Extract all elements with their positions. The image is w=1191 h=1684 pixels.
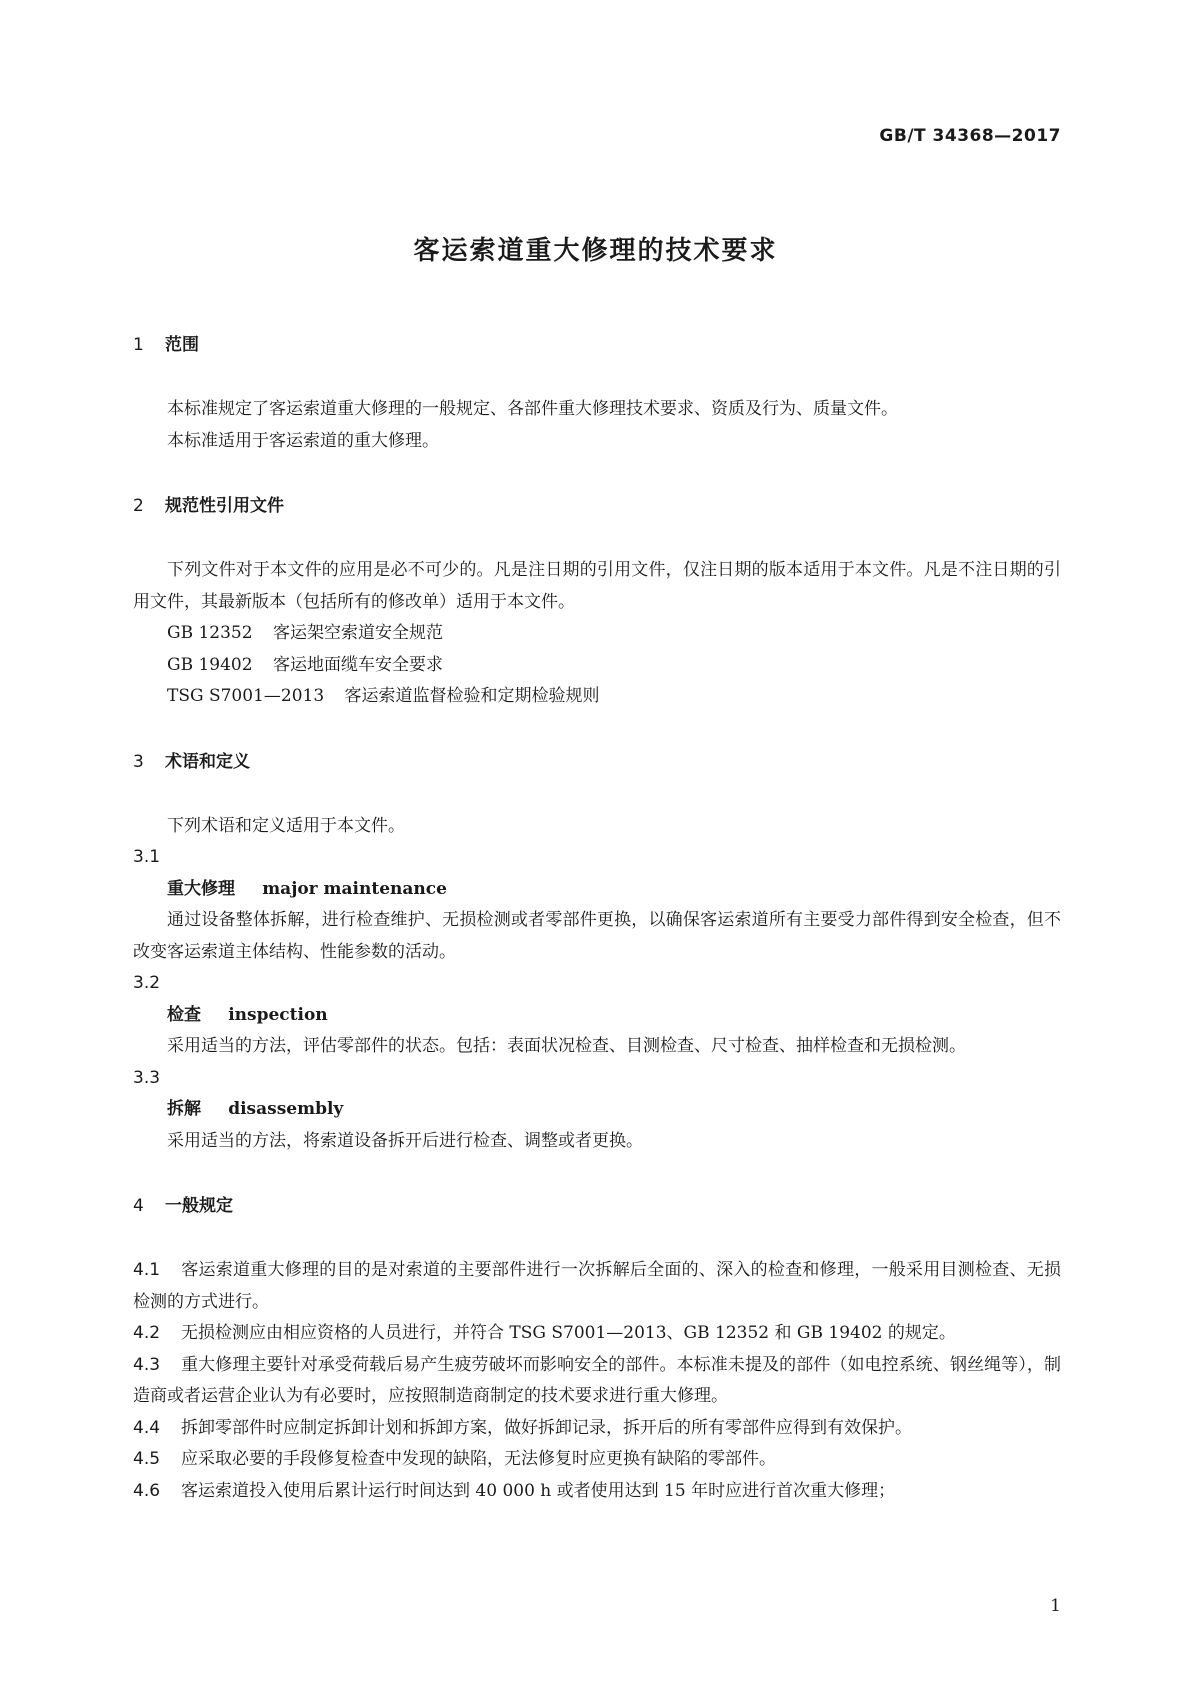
term-english: major maintenance — [262, 878, 447, 899]
reference-code: GB 19402 — [167, 654, 253, 675]
section-number: 1 — [133, 335, 144, 355]
clause-number: 4.1 — [133, 1260, 161, 1280]
clause-text: 无损检测应由相应资格的人员进行，并符合 TSG S7001—2013、GB 12352 和 GB 19402 的规定。 — [181, 1323, 956, 1343]
term-definition: 采用适当的方法，评估零部件的状态。包括：表面状况检查、目测检查、尺寸检查、抽样检查和无损检测。 — [167, 1036, 966, 1056]
term-english: inspection — [228, 1004, 328, 1025]
reference-name: 客运架空索道安全规范 — [272, 623, 443, 643]
clause-number: 4.4 — [133, 1417, 161, 1438]
clause — [133, 1476, 1061, 1508]
term-definition: 采用适当的方法，将索道设备拆开后进行检查、调整或者更换。 — [167, 1130, 643, 1151]
clause — [133, 1413, 1061, 1445]
clause-text: 客运索道投入使用后累计运行时间达到 40 000 h 或者使用达到 15 年时应进行首次重大修理； — [181, 1480, 896, 1501]
term-entry — [133, 874, 1061, 906]
term-chinese: 拆解 — [167, 1099, 201, 1119]
term-number: 3.1 — [133, 847, 161, 867]
clause-number: 4.3 — [133, 1354, 161, 1375]
section-heading-1 — [133, 330, 1061, 360]
term-chinese: 重大修理 — [167, 878, 235, 899]
paragraph: 本标准规定了客运索道重大修理的一般规定、各部件重大修理技术要求、资质及行为、质量文件。 — [167, 399, 898, 419]
paragraph: 下列术语和定义适用于本文件。 — [167, 815, 405, 836]
paragraph: 下列文件对于本文件的应用是必不可少的。凡是注日期的引用文件，仅注日期的版本适用于本文件。凡是不注日期的引用文件，其最新版本（包括所有的修改单）适用于本文件。 — [133, 560, 1061, 612]
term-entry — [133, 1094, 1061, 1126]
clause-text: 应采取必要的手段修复检查中发现的缺陷，无法修复时应更换有缺陷的零部件。 — [181, 1449, 776, 1469]
clause — [133, 1318, 1061, 1350]
clause-text: 拆卸零部件时应制定拆卸计划和拆卸方案，做好拆卸记录，拆开后的所有零部件应得到有效保护。 — [181, 1417, 912, 1438]
term-english: disassembly — [228, 1099, 344, 1119]
clause — [133, 1350, 1061, 1413]
standard-number: GB/T 34368—2017 — [879, 126, 1061, 146]
section-number: 4 — [133, 1196, 144, 1216]
term-chinese: 检查 — [167, 1004, 201, 1025]
clause — [133, 1255, 1061, 1318]
reference-name: 客运地面缆车安全要求 — [272, 654, 443, 675]
reference-item — [133, 650, 1061, 682]
section-heading-4 — [133, 1191, 1061, 1221]
section-number: 2 — [133, 496, 144, 516]
document-title: 客运索道重大修理的技术要求 — [413, 236, 778, 266]
section-title: 规范性引用文件 — [165, 496, 284, 516]
section-title: 术语和定义 — [165, 751, 250, 772]
term-definition: 通过设备整体拆解，进行检查维护、无损检测或者零部件更换，以确保客运索道所有主要受力部件得到安全检查，但不改变客运索道主体结构、性能参数的活动。 — [133, 910, 1061, 962]
page-number: 1 — [1050, 1596, 1061, 1616]
section-heading-2 — [133, 491, 1061, 521]
clause-number: 4.6 — [133, 1480, 161, 1501]
reference-name: 客运索道监督检验和定期检验规则 — [344, 686, 600, 706]
document-body — [133, 330, 1061, 1507]
clause-text: 重大修理主要针对承受荷载后易产生疲劳破坏而影响安全的部件。本标准未提及的部件（如电控系统、钢丝绳等），制造商或者运营企业认为有必要时，应按照制造商制定的技术要求进行重大修理。 — [133, 1354, 1061, 1406]
section-title: 一般规定 — [165, 1196, 233, 1216]
clause-number: 4.2 — [133, 1323, 161, 1343]
section-heading-3 — [133, 747, 1061, 777]
term-number: 3.2 — [133, 973, 161, 993]
clause-number: 4.5 — [133, 1449, 161, 1469]
clause — [133, 1444, 1061, 1476]
reference-code: TSG S7001—2013 — [167, 686, 325, 706]
reference-item — [133, 618, 1061, 650]
section-number: 3 — [133, 751, 144, 772]
paragraph: 本标准适用于客运索道的重大修理。 — [167, 430, 439, 451]
reference-code: GB 12352 — [167, 623, 253, 643]
section-title: 范围 — [165, 335, 199, 355]
term-number: 3.3 — [133, 1067, 161, 1088]
reference-item — [133, 681, 1061, 713]
term-entry — [133, 1000, 1061, 1032]
clause-text: 客运索道重大修理的目的是对索道的主要部件进行一次拆解后全面的、深入的检查和修理，一般采用目测检查、无损检测的方式进行。 — [133, 1260, 1061, 1312]
